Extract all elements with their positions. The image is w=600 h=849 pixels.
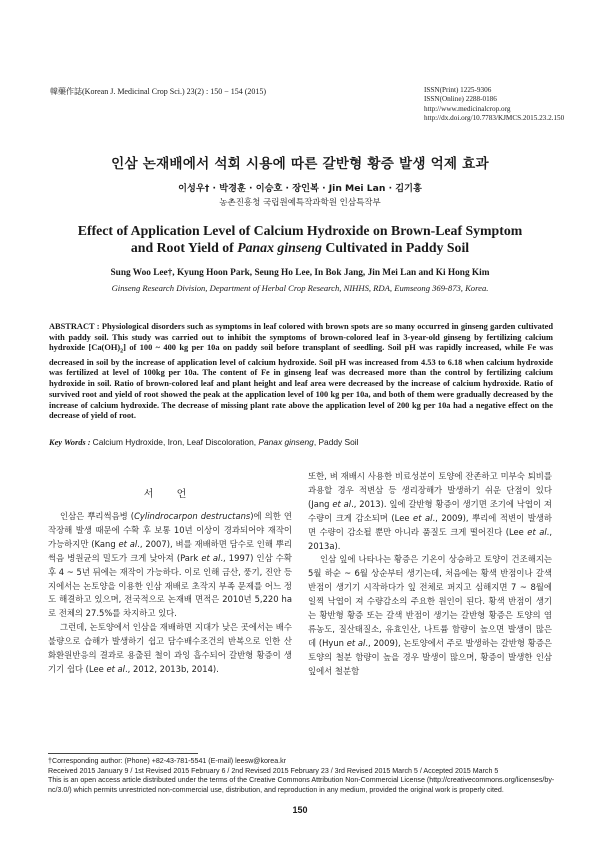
text-run: 또한, 벼 재배시 사용한 비료성분이 토양에 잔존하고 미부숙 퇴비를 과용할 경우 적변삼 등 생리장해가 발생하기 쉬운 단점이 있다 (Jang — [308, 471, 552, 509]
body-left-column — [48, 510, 292, 677]
keywords-species: Panax ginseng — [258, 437, 314, 447]
text-run: ., 2012, 2013b, 2014). — [125, 663, 219, 674]
text-run: )에 의한 연작장해 발생 때문에 수확 후 보통 10년 이상이 경과되어야 재작이 가능하지만 (Kang — [48, 511, 292, 549]
body-right-column — [308, 470, 552, 679]
footnote — [48, 757, 568, 795]
korean-title: 인삼 논재배에서 석회 시용에 따른 갈반형 황증 발생 억제 효과 — [111, 156, 489, 172]
english-title-line-1: Effect of Application Level of Calcium Hydroxide on Brown-Leaf Symptom — [77, 223, 523, 238]
et-al: et al — [346, 637, 366, 648]
english-title — [40, 222, 560, 256]
footnote-rule — [48, 753, 198, 754]
text-run: 그런데, 논토양에서 인삼을 재배하면 지대가 낮은 곳에서는 배수불량으로 습해가 발생하기 쉽고 담수배수조건의 반복으로 인한 산화환원반응의 결과로 용출된 철이 과잉 흡수되어 갈반형 황증이 생기기 쉽다 (Lee — [48, 622, 292, 674]
keywords — [49, 437, 553, 447]
english-title-line-2 — [40, 239, 560, 256]
title-text-end: Cultivated in Paddy Soil — [321, 240, 470, 255]
abstract-subscript: 2 — [120, 349, 124, 356]
text-run: ., 2013a). — [308, 526, 552, 551]
text-run: ., 2009), 논토양에서 주로 발생하는 갈반형 황증은 토양의 철분 함량이 높을 경우 발생이 많으며, 황증이 발생한 인삼 잎에서 철분함 — [308, 637, 552, 676]
et-al: et al — [527, 526, 547, 537]
abstract — [49, 322, 553, 422]
section-heading-introduction: 서 언 — [143, 489, 197, 500]
journal-url[interactable]: http://www.medicinalcrop.org — [424, 104, 511, 113]
received-dates: Received 2015 January 9 / 1st Revised 2015 February 6 / 2nd Revised 2015 February 23 / 3rd Revised 2015 March 5 / Accepted 2015 March 5 — [48, 766, 499, 775]
title-text: and Root Yield of — [130, 240, 238, 255]
title-species: Panax ginseng — [237, 240, 322, 255]
et-al: et al — [413, 512, 433, 523]
issn-online: ISSN(Online) 2288-0186 — [424, 95, 497, 104]
abstract-text-2: ] of 100 ~ 400 kg per 10a on paddy soil before transplant of seedling. Soil pH was rapidly increased, while Fe was decreased in soil by the increase of application level of calcium hydroxide. Soil pH was increased from 4.53 to 6.18 when calcium hydroxide was fertilized at level of 100kg per 10a. The content of Fe in ginseng leaf was decreased more than the control by fertilizing calcium hydroxide in soil. Ratio of brown-colored leaf and plant height and leaf area were decreased by the increase of calcium hydroxide. Ratio of survived root and yield of root showed the peak at the application level of 100 kg per 10a, and both of them were gradually decreased by the increase of calcium hydroxide. The decrease of missing plant rate above the application level of 200 kg per 10a had a negative effect on the decrease of yield of root. — [49, 343, 553, 421]
abstract-label: ABSTRACT : — [49, 322, 102, 331]
korean-authors: 이성우† · 박경훈 · 이승호 · 장인복 · Jin Mei Lan · 김기홍 — [178, 183, 422, 194]
doi-link[interactable]: http://dx.doi.org/10.7783/KJMCS.2015.23.2.150 — [424, 113, 565, 122]
et-al: et al — [106, 663, 126, 674]
issn-print: ISSN(Print) 1225-9306 — [424, 86, 492, 94]
text-run: ., 2007), 벼를 재배하면 담수로 인해 뿌리썩음 병원균의 밀도가 크게 낮아져 (Park — [48, 538, 292, 563]
keywords-text: Calcium Hydroxide, Iron, Leaf Discoloration, — [92, 437, 259, 447]
text-run: ., 2013). 잎에 갈반형 황증이 생기면 조기에 낙엽이 져 수량이 크게 감소되며 (Lee — [308, 498, 553, 523]
korean-affiliation: 농촌진흥청 국립원예특작과학원 인삼특작부 — [219, 198, 381, 208]
et-al: et al — [332, 498, 352, 509]
abstract-text: Physiological disorders such as symptoms in leaf colored with brown spots are so many occurred in ginseng garden cultivated with paddy soil. This study was carried out to inhibit the symptoms of brown-colored leaf in 3-year-old ginseng by fertilizing calcium hydroxide [Ca(OH) — [49, 322, 553, 353]
et-al: et al — [201, 552, 221, 563]
paragraph — [308, 470, 552, 553]
pathogen-name: Cylindrocarpon destructans — [134, 511, 251, 521]
journal-citation: 韓藥作誌(Korean J. Medicinal Crop Sci.) 23(2) : 150 − 154 (2015) — [50, 87, 267, 96]
paragraph — [48, 621, 292, 677]
license-text: This is an open access article distributed under the terms of the Creative Commons Attribution Non-Commercial License (http://creativecommons.org/licenses/by-nc/3.0/) which permits unrestricted non-commercial use, distribution, and reproduction in any medium, provided the original work is properly cited. — [48, 776, 555, 794]
text-run: 인삼 잎에 나타나는 황증은 기온이 상승하고 토양이 건조해지는 5월 하순 ~ 6월 상순부터 생기는데, 처음에는 황색 반점이나 갈색 반점이 생기기 시작하다가 잎 전체로 퍼지고 심해지면 7 ~ 8월에 일찍 낙엽이 져 수량감소의 주요한 원인이 된다. 황색 반점이 생기는 황반형 황증 또는 갈색 반점이 생기는 갈반형 황증은 토양의 염류농도, 질산태질소, 유효인산, 나트륨 함량이 높으면 발생이 많은데 (Hyun — [308, 554, 552, 648]
keywords-text-end: , Paddy Soil — [313, 437, 359, 447]
paragraph — [308, 553, 552, 678]
text-run: 인삼은 뿌리썩음병 ( — [60, 511, 135, 521]
et-al: et al — [118, 538, 138, 549]
english-affiliation: Ginseng Research Division, Department of Herbal Crop Research, NIHHS, RDA, Eumseong 369-873, Korea. — [111, 283, 489, 293]
keywords-label: Key Words : — [49, 438, 93, 447]
journal-identifiers — [424, 86, 564, 123]
corresponding-author: †Corresponding author: (Phone) +82-43-781-5541 (E-mail) leesw@korea.kr — [48, 757, 287, 765]
page-number: 150 — [292, 805, 308, 815]
paragraph — [48, 510, 292, 621]
text-run: ., 2009), 뿌리에 적변이 발생하면 수량이 감소될 뿐만 아니라 품질도 크게 떨어진다 (Lee — [308, 512, 552, 537]
text-run: ., 1997) 인삼 수확 후 4 ~ 5년 뒤에는 재작이 가능하다. 이로 인해 금산, 풍기, 진안 등지에서는 논토양을 이용한 인삼 재배로 초작지 부족 문제를 어느 정도 해결하고 있으며, 전국적으로 논재배 면적은 2010년 5,220 ha로 전체의 27.5%를 차지하고 있다. — [48, 552, 292, 619]
english-authors: Sung Woo Lee†, Kyung Hoon Park, Seung Ho Lee, In Bok Jang, Jin Mei Lan and Ki Hong Kim — [110, 268, 490, 278]
